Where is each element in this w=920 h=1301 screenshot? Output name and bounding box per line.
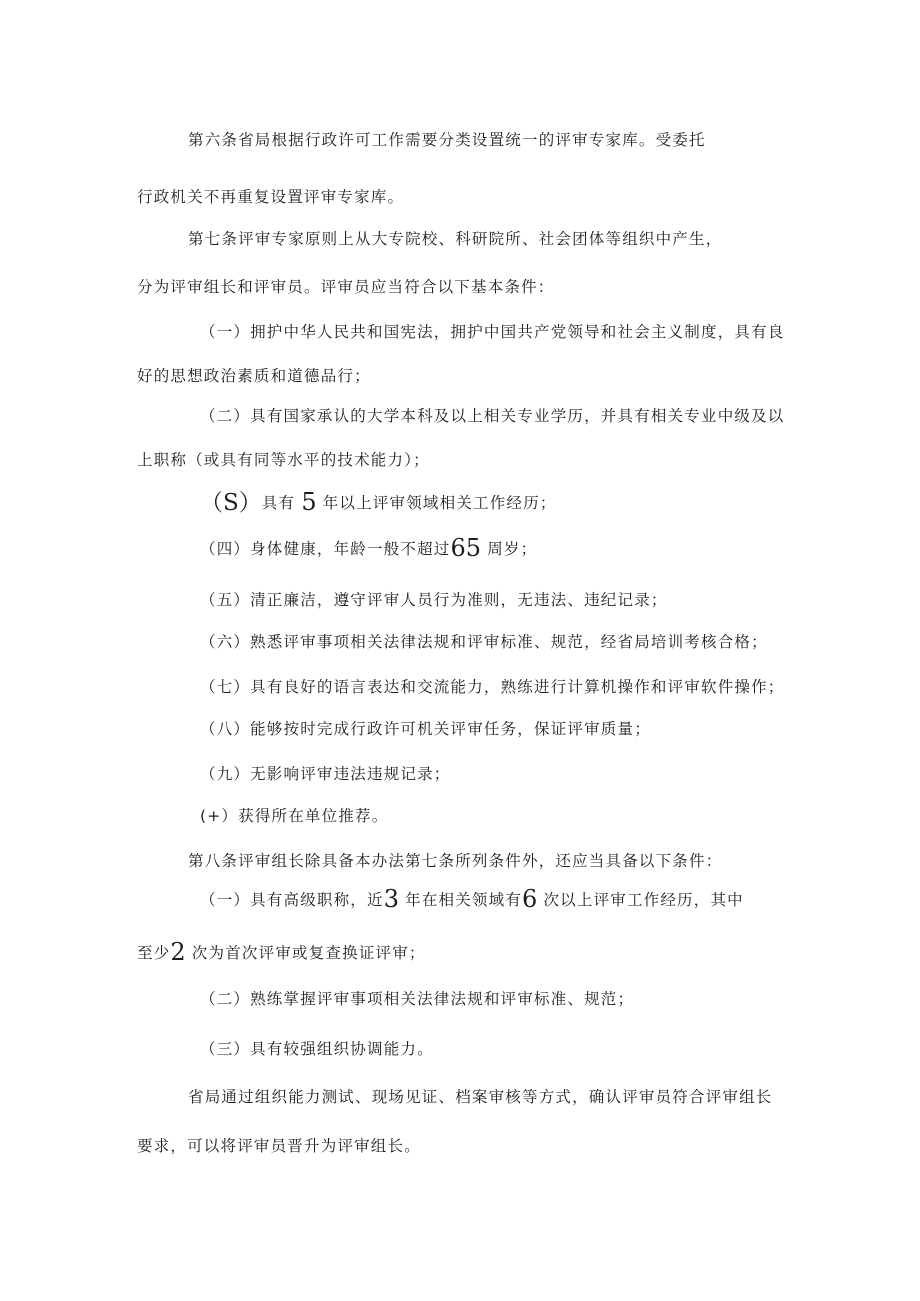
article7-line1: 第七条评审专家原则上从大专院校、科研院所、社会团体等组织中产生， [188, 230, 723, 248]
item4-text-a: （四）身体健康，年龄一般不超过 [200, 540, 451, 558]
article7-item6: （六）熟悉评审事项相关法律法规和评审标准、规范，经省局培训考核合格； [200, 633, 768, 651]
a8-item1-text-b: 年在相关领域有 [405, 891, 523, 909]
item4-number: 65 [450, 534, 482, 562]
item3-number: 5 [301, 488, 317, 516]
article7-item3 [200, 488, 557, 516]
article6-line2: 行政机关不再重复设置评审专家库。 [137, 188, 405, 206]
a8-item1-text-a: （一）具有高级职称，近 [200, 891, 384, 909]
item4-text-b: 周岁； [487, 540, 538, 558]
item3-text-b: 年以上评审领域相关工作经历； [322, 494, 557, 512]
article8-item2: （二）熟练掌握评审事项相关法律法规和评审标准、规范； [200, 990, 635, 1008]
article7-item4 [200, 534, 538, 562]
article8-closing-line1: 省局通过组织能力测试、现场见证、档案审核等方式，确认评审员符合评审组长 [188, 1088, 773, 1106]
article8-item3: （三）具有较强组织协调能力。 [200, 1040, 434, 1058]
item3-prefix: （S） [200, 490, 262, 516]
a8-item1-number1: 3 [383, 885, 399, 913]
article7-item10: (+）获得所在单位推荐。 [200, 807, 389, 825]
a8-item1-line2-text-a: 至少 [137, 944, 171, 962]
item3-text-a: 具有 [261, 494, 296, 512]
article7-item2-line2: 上职称（或具有同等水平的技术能力）； [137, 451, 430, 469]
article8-item1-line1 [200, 885, 744, 913]
article7-item5: （五）清正廉洁，遵守评审人员行为准则，无违法、违纪记录； [200, 591, 668, 609]
article7-item1-line2: 好的思想政治素质和道德品行； [137, 367, 371, 385]
article6-line1: 第六条省局根据行政许可工作需要分类设置统一的评审专家库。受委托 [188, 131, 706, 149]
article7-item9: （九）无影响评审违法违规记录； [200, 765, 451, 783]
a8-item1-text-c: 次以上评审工作经历，其中 [543, 891, 744, 909]
a8-item1-line2-text-b: 次为首次评审或复查换证评审； [191, 944, 426, 962]
article7-item7: （七）具有良好的语言表达和交流能力，熟练进行计算机操作和评审软件操作； [200, 678, 785, 696]
article7-item1-line1: （一）拥护中华人民共和国宪法，拥护中国共产党领导和社会主义制度，具有良 [200, 323, 785, 341]
a8-item1-number2: 6 [522, 885, 538, 913]
a8-item1-line2-number: 2 [170, 938, 186, 966]
article8-line1: 第八条评审组长除具备本办法第七条所列条件外，还应当具备以下条件： [188, 852, 723, 870]
article7-line2: 分为评审组长和评审员。评审员应当符合以下基本条件： [137, 278, 555, 296]
article8-item1-line2 [137, 938, 426, 966]
article8-closing-line2: 要求，可以将评审员晋升为评审组长。 [137, 1137, 421, 1155]
article7-item2-line1: （二）具有国家承认的大学本科及以上相关专业学历，并具有相关专业中级及以 [200, 407, 785, 425]
article7-item8: （八）能够按时完成行政许可机关评审任务，保证评审质量； [200, 720, 651, 738]
